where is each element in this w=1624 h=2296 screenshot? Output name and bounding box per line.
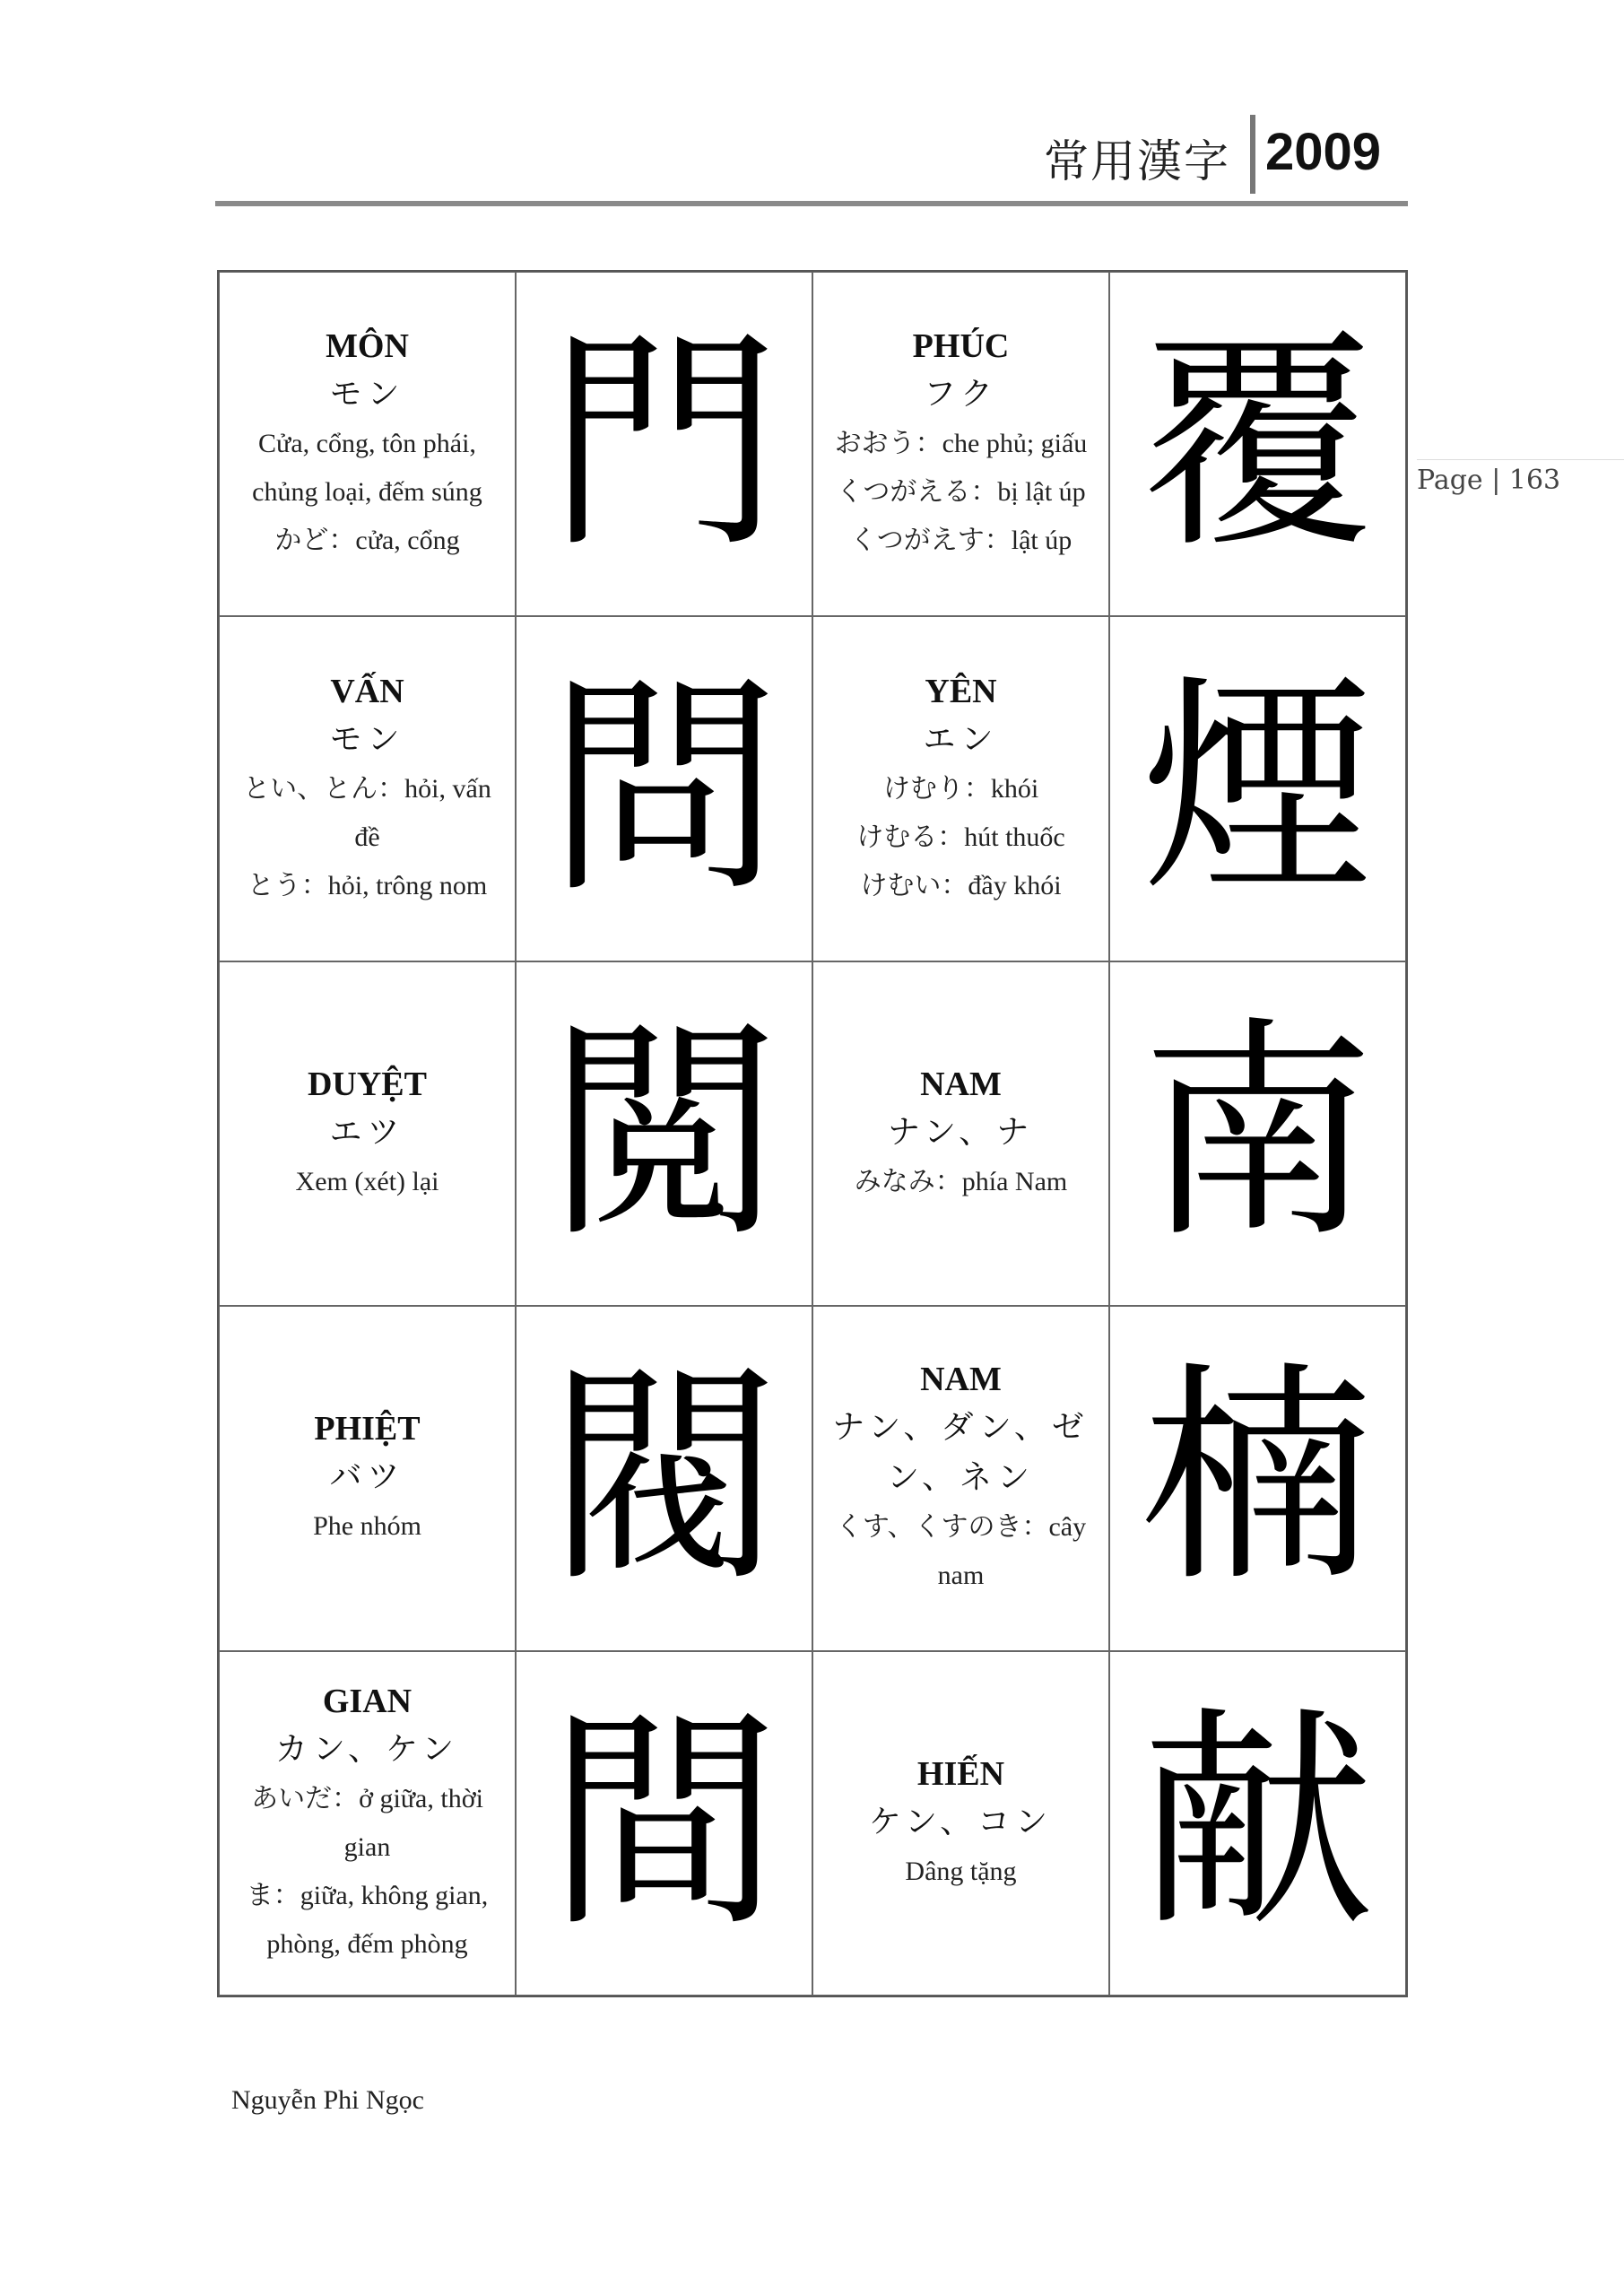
footer-author: Nguyễn Phi Ngọc [231,2085,424,2115]
kanji-character: 間 [547,1687,781,1959]
kanji-info-cell [219,961,516,1306]
kanji-character: 煙 [1141,653,1375,925]
kanji-info-cell [219,1651,516,1996]
kanji-character: 門 [547,309,781,580]
page-number-rule [1417,459,1624,460]
on-reading-continued: ン、ネン [886,1459,1036,1497]
header-year: 2009 [1264,123,1381,181]
kanji-character: 問 [547,653,781,925]
kanji-cell [516,961,812,1306]
meaning-line: あいだ：ở giữa, thời [251,1783,483,1813]
kanji-info-cell [812,272,1109,616]
meaning-line: くつがえす：lật úp [849,526,1073,556]
kanji-character: 閲 [547,997,781,1269]
meaning-line: とう：hỏi, trông nom [247,870,488,900]
meaning-line: とい、とん：hỏi, vấn [243,773,491,804]
meaning-line: phòng, đếm phòng [266,1928,468,1959]
kanji-info-cell [219,616,516,961]
meaning-line: chủng loại, đếm súng [252,477,482,508]
kanji-info-cell [812,961,1109,1306]
kanji-character: 覆 [1141,309,1375,580]
on-reading: ナン、ナ [887,1113,1035,1151]
kanji-character: 南 [1141,997,1375,1269]
meaning-line: けむり：khói [882,773,1039,804]
meaning-line: Phe nhóm [313,1511,421,1542]
kanji-character: 楠 [1141,1343,1375,1614]
sino-vietnamese-reading: DUYỆT [307,1065,428,1103]
kanji-info-cell [219,272,516,616]
on-reading: モン [329,720,405,758]
sino-vietnamese-reading: VẤN [330,672,404,710]
on-reading: カン、ケン [274,1730,460,1768]
kanji-info-cell [812,616,1109,961]
meaning-line: đề [354,822,380,852]
kanji-cell [516,616,812,961]
on-reading: ナン、ダン、ゼ [832,1409,1090,1447]
sino-vietnamese-reading: MÔN [326,327,409,366]
sino-vietnamese-reading: NAM [920,1065,1002,1103]
meaning-line: Cửa, cổng, tôn phái, [258,429,476,459]
meaning-line: gian [343,1831,391,1862]
on-reading: エン [923,720,999,758]
kanji-character: 閥 [547,1343,781,1614]
page-header [215,108,1408,201]
kanji-cell [516,272,812,616]
meaning-line: くつがえる：bị lật úp [836,477,1086,508]
sino-vietnamese-reading: NAM [920,1361,1002,1399]
meaning-line: Dâng tặng [905,1856,1017,1886]
meaning-line: ま：giữa, không gian, [246,1880,489,1910]
meaning-line: おおう：che phủ; giấu [834,429,1088,459]
on-reading: モン [329,376,405,413]
kanji-cell [1109,1306,1406,1650]
on-reading: バツ [329,1458,405,1496]
meaning-line: かど：cửa, cổng [274,526,460,556]
on-reading: エツ [329,1113,405,1151]
sino-vietnamese-reading: PHÚC [912,327,1010,366]
kanji-info-cell [812,1651,1109,1996]
kanji-info-cell [812,1306,1109,1650]
kanji-character: 献 [1141,1687,1375,1959]
header-title: 常用漢字 [1044,135,1230,187]
header-divider [1250,115,1255,194]
kanji-cell [1109,961,1406,1306]
page-number: Page | 163 [1417,465,1561,496]
kanji-cell [1109,272,1406,616]
kanji-cell [1109,616,1406,961]
kanji-cell [516,1306,812,1650]
meaning-line: けむる：hút thuốc [856,822,1065,852]
sino-vietnamese-reading: HIẾN [916,1754,1005,1793]
kanji-cell [516,1651,812,1996]
kanji-cell [1109,1651,1406,1996]
meaning-line: Xem (xét) lại [295,1166,439,1196]
sino-vietnamese-reading: GIAN [322,1682,413,1720]
sino-vietnamese-reading: YÊN [925,672,997,710]
sino-vietnamese-reading: PHIỆT [314,1410,421,1448]
meaning-line: みなみ：phía Nam [854,1166,1068,1196]
meaning-line: けむい：đầy khói [860,870,1062,900]
kanji-grid [217,270,1408,1997]
on-reading: ケン、コン [868,1803,1054,1840]
meaning-line: くす、くすのき：cây [835,1512,1087,1543]
on-reading: フク [924,376,998,413]
header-rule [215,201,1408,206]
kanji-info-cell [219,1306,516,1650]
meaning-line: nam [937,1561,985,1591]
